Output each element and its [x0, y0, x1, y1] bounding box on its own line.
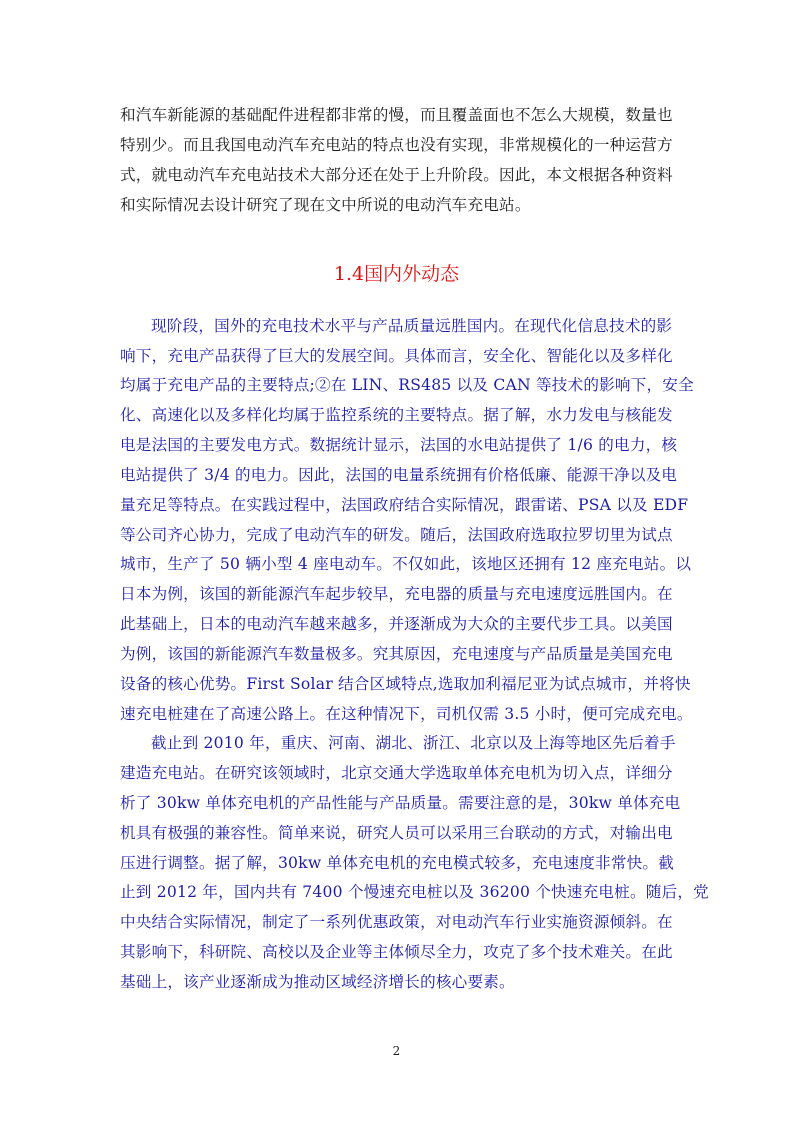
section-heading: 1.4国内外动态: [333, 263, 460, 285]
body-line-9: 城市，生产了 50 辆小型 4 座电动车。不仅如此，该地区还拥有 12 座充电站。以: [120, 555, 692, 573]
body-line-5: 电是法国的主要发电方式。数据统计显示，法国的水电站提供了 1/6 的电力，核: [120, 436, 678, 454]
body-line-7: 量充足等特点。在实践过程中，法国政府结合实际情况，跟雷诺、PSA 以及 EDF: [120, 496, 689, 514]
body-line-1: 现阶段，国外的充电技术水平与产品质量远胜国内。在现代化信息技术的影: [151, 317, 673, 335]
body-line-10: 日本为例，该国的新能源汽车起步较早，充电器的质量与充电速度远胜国内。在: [120, 585, 673, 603]
body-line-11: 此基础上，日本的电动汽车越来越多，并逐渐成为大众的主要代步工具。以美国: [120, 615, 673, 633]
body-line-12: 为例，该国的新能源汽车数量极多。究其原因，充电速度与产品质量是美国充电: [120, 645, 673, 663]
body-line-15: 截止到 2010 年，重庆、河南、湖北、浙江、北京以及上海等地区先后着手: [151, 734, 676, 752]
body-line-18: 机具有极强的兼容性。简单来说，研究人员可以采用三台联动的方式，对输出电: [120, 824, 673, 842]
body-line-22: 其影响下，科研院、高校以及企业等主体倾尽全力，攻克了多个技术难关。在此: [120, 943, 673, 961]
page-number: 2: [392, 1044, 401, 1058]
intro-line-3: 式，就电动汽车充电站技术大部分还在处于上升阶段。因此，本文根据各种资料: [120, 166, 673, 184]
body-line-2: 响下，充电产品获得了巨大的发展空间。具体而言，安全化、智能化以及多样化: [120, 347, 673, 365]
body-line-8: 等公司齐心协力，完成了电动汽车的研发。随后，法国政府选取拉罗切里为试点: [120, 526, 673, 544]
intro-line-4: 和实际情况去设计研究了现在文中所说的电动汽车充电站。: [120, 196, 531, 214]
body-line-16: 建造充电站。在研究该领域时，北京交通大学选取单体充电机为切入点，详细分: [120, 764, 673, 782]
body-line-13: 设备的核心优势。First Solar 结合区域特点,选取加利福尼亚为试点城市，并将快: [120, 675, 691, 693]
body-line-20: 止到 2012 年，国内共有 7400 个慢速充电桩以及 36200 个快速充电桩。随后，党: [120, 883, 709, 901]
intro-line-1: 和汽车新能源的基础配件进程都非常的慢，而且覆盖面也不怎么大规模，数量也: [120, 106, 673, 124]
body-line-6: 电站提供了 3/4 的电力。因此，法国的电量系统拥有价格低廉、能源干净以及电: [120, 466, 678, 484]
body-line-4: 化、高速化以及多样化均属于监控系统的主要特点。据了解，水力发电与核能发: [120, 406, 673, 424]
intro-line-2: 特别少。而且我国电动汽车充电站的特点也没有实现，非常规模化的一种运营方: [120, 136, 673, 154]
body-line-14: 速充电桩建在了高速公路上。在这种情况下，司机仅需 3.5 小时，便可完成充电。: [120, 705, 693, 723]
body-line-19: 压进行调整。据了解，30kw 单体充电机的充电模式较多，充电速度非常快。截: [120, 854, 674, 872]
body-line-21: 中央结合实际情况，制定了一系列优惠政策，对电动汽车行业实施资源倾斜。在: [120, 913, 673, 931]
body-line-23: 基础上，该产业逐渐成为推动区域经济增长的核心要素。: [120, 973, 515, 991]
body-line-17: 析了 30kw 单体充电机的产品性能与产品质量。需要注意的是，30kw 单体充电: [120, 794, 681, 812]
body-line-3: 均属于充电产品的主要特点;②在 LIN、RS485 以及 CAN 等技术的影响下，安全: [120, 376, 694, 394]
